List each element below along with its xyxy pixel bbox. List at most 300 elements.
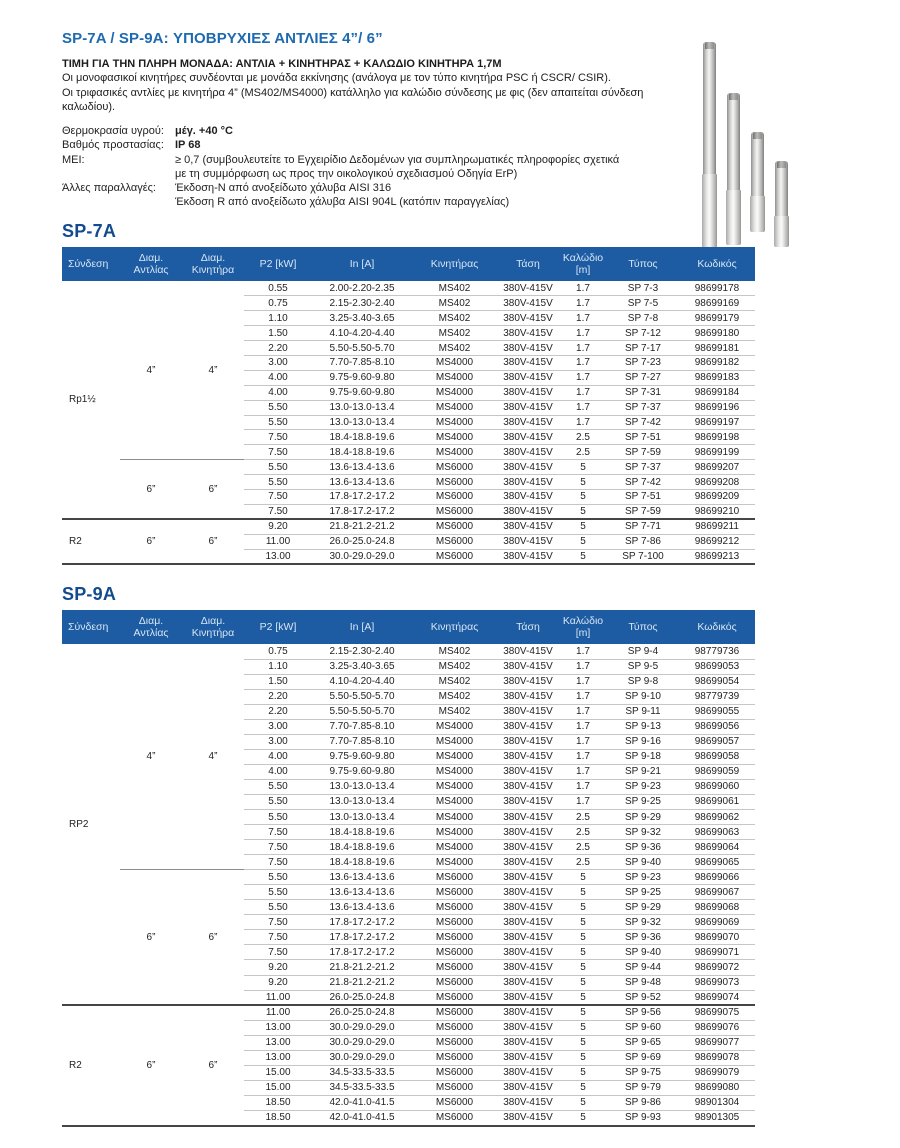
cell-code: 98699058 xyxy=(679,749,755,764)
cell-p2: 5.50 xyxy=(244,900,312,915)
cell-current: 13.6-13.4-13.6 xyxy=(312,900,412,915)
cell-voltage: 380V-415V xyxy=(497,296,559,311)
cell-p2: 13.00 xyxy=(244,1020,312,1035)
cell-voltage: 380V-415V xyxy=(497,674,559,689)
cell-p2: 13.00 xyxy=(244,1035,312,1050)
cell-cable: 5 xyxy=(559,915,607,930)
cell-code: 98699066 xyxy=(679,870,755,885)
table-row xyxy=(62,644,755,659)
cell-code: 98699053 xyxy=(679,659,755,674)
cell-motor: MS402 xyxy=(412,296,497,311)
cell-type: SP 9-48 xyxy=(607,975,679,990)
column-header-current: In [A] xyxy=(312,610,412,644)
cell-motor: MS4000 xyxy=(412,400,497,415)
cell-current: 17.8-17.2-17.2 xyxy=(312,930,412,945)
cell-code: 98699169 xyxy=(679,296,755,311)
cell-current: 34.5-33.5-33.5 xyxy=(312,1065,412,1080)
sp9a-table xyxy=(62,610,755,1127)
cell-motor: MS6000 xyxy=(412,534,497,549)
cell-cable: 5 xyxy=(559,1050,607,1065)
cell-p2: 11.00 xyxy=(244,990,312,1005)
column-header-motor-diameter: Διαμ. Κινητήρα xyxy=(182,610,244,644)
cell-motor: MS6000 xyxy=(412,519,497,534)
cell-type: SP 9-16 xyxy=(607,734,679,749)
cell-type: SP 9-65 xyxy=(607,1035,679,1050)
cell-motor: MS4000 xyxy=(412,719,497,734)
cell-current: 3.25-3.40-3.65 xyxy=(312,311,412,326)
cell-current: 34.5-33.5-33.5 xyxy=(312,1080,412,1095)
cell-voltage: 380V-415V xyxy=(497,855,559,870)
table-header-row xyxy=(62,610,755,644)
cell-voltage: 380V-415V xyxy=(497,534,559,549)
cell-cable: 5 xyxy=(559,960,607,975)
cell-current: 2.00-2.20-2.35 xyxy=(312,281,412,296)
intro-text xyxy=(62,57,690,114)
cell-voltage: 380V-415V xyxy=(497,475,559,490)
cell-code: 98699078 xyxy=(679,1050,755,1065)
cell-type: SP 7-86 xyxy=(607,534,679,549)
cell-p2: 7.50 xyxy=(244,855,312,870)
pump-image-small xyxy=(751,132,764,232)
cell-cable: 5 xyxy=(559,489,607,504)
cell-type: SP 9-25 xyxy=(607,794,679,809)
cell-code: 98699067 xyxy=(679,885,755,900)
connection-cell: R2 xyxy=(62,519,120,564)
cell-p2: 0.75 xyxy=(244,296,312,311)
cell-type: SP 7-8 xyxy=(607,311,679,326)
cell-motor: MS6000 xyxy=(412,1035,497,1050)
column-header-motor: Κινητήρας xyxy=(412,610,497,644)
cell-p2: 18.50 xyxy=(244,1095,312,1110)
cell-motor: MS402 xyxy=(412,659,497,674)
cell-current: 17.8-17.2-17.2 xyxy=(312,504,412,519)
cell-current: 18.4-18.8-19.6 xyxy=(312,840,412,855)
cell-p2: 4.00 xyxy=(244,749,312,764)
cell-code: 98699068 xyxy=(679,900,755,915)
cell-cable: 5 xyxy=(559,930,607,945)
motor-diameter-cell: 6” xyxy=(182,460,244,520)
cell-p2: 13.00 xyxy=(244,549,312,564)
cell-code: 98699073 xyxy=(679,975,755,990)
cell-current: 21.8-21.2-21.2 xyxy=(312,960,412,975)
cell-current: 26.0-25.0-24.8 xyxy=(312,1005,412,1020)
cell-p2: 13.00 xyxy=(244,1050,312,1065)
cell-code: 98699211 xyxy=(679,519,755,534)
cell-type: SP 9-69 xyxy=(607,1050,679,1065)
motor-diameter-cell: 4” xyxy=(208,751,218,763)
cell-motor: MS6000 xyxy=(412,460,497,475)
cell-voltage: 380V-415V xyxy=(497,415,559,430)
cell-type: SP 9-32 xyxy=(607,915,679,930)
cell-type: SP 9-11 xyxy=(607,704,679,719)
cell-type: SP 9-52 xyxy=(607,990,679,1005)
cell-p2: 7.50 xyxy=(244,840,312,855)
cell-cable: 1.7 xyxy=(559,659,607,674)
cell-type: SP 7-59 xyxy=(607,504,679,519)
cell-voltage: 380V-415V xyxy=(497,519,559,534)
cell-code: 98699061 xyxy=(679,794,755,809)
column-header-current: In [A] xyxy=(312,247,412,281)
cell-p2: 15.00 xyxy=(244,1065,312,1080)
table-row xyxy=(62,1005,755,1020)
cell-current: 2.15-2.30-2.40 xyxy=(312,644,412,659)
cell-current: 18.4-18.8-19.6 xyxy=(312,445,412,460)
section-sp7a xyxy=(62,221,755,565)
spec-value: Έκδοση-N από ανοξείδωτο χάλυβα AISI 316 xyxy=(175,182,392,195)
cell-code: 98699208 xyxy=(679,475,755,490)
cell-type: SP 7-5 xyxy=(607,296,679,311)
cell-voltage: 380V-415V xyxy=(497,825,559,840)
cell-cable: 1.7 xyxy=(559,779,607,794)
cell-motor: MS6000 xyxy=(412,489,497,504)
pump-diameter-cell: 6” xyxy=(120,1005,182,1125)
cell-p2: 9.20 xyxy=(244,975,312,990)
cell-cable: 1.7 xyxy=(559,355,607,370)
cell-code: 98901305 xyxy=(679,1110,755,1125)
cell-type: SP 9-4 xyxy=(607,644,679,659)
cell-code: 98699075 xyxy=(679,1005,755,1020)
cell-voltage: 380V-415V xyxy=(497,794,559,809)
column-header-voltage: Τάση xyxy=(497,247,559,281)
cell-current: 9.75-9.60-9.80 xyxy=(312,370,412,385)
cell-p2: 7.50 xyxy=(244,445,312,460)
cell-current: 13.6-13.4-13.6 xyxy=(312,885,412,900)
cell-motor: MS402 xyxy=(412,644,497,659)
cell-motor: MS4000 xyxy=(412,855,497,870)
cell-voltage: 380V-415V xyxy=(497,1095,559,1110)
cell-type: SP 9-25 xyxy=(607,885,679,900)
cell-p2: 7.50 xyxy=(244,825,312,840)
cell-current: 4.10-4.20-4.40 xyxy=(312,674,412,689)
cell-type: SP 9-40 xyxy=(607,945,679,960)
column-header-voltage: Τάση xyxy=(497,610,559,644)
cell-type: SP 9-10 xyxy=(607,689,679,704)
cell-p2: 0.55 xyxy=(244,281,312,296)
cell-current: 7.70-7.85-8.10 xyxy=(312,734,412,749)
cell-cable: 1.7 xyxy=(559,400,607,415)
cell-p2: 5.50 xyxy=(244,870,312,885)
cell-cable: 5 xyxy=(559,870,607,885)
cell-code: 98699065 xyxy=(679,855,755,870)
cell-code: 98699059 xyxy=(679,764,755,779)
cell-p2: 15.00 xyxy=(244,1080,312,1095)
cell-cable: 2.5 xyxy=(559,840,607,855)
table-row xyxy=(62,281,755,296)
cell-code: 98699080 xyxy=(679,1080,755,1095)
cell-motor: MS4000 xyxy=(412,430,497,445)
cell-motor: MS4000 xyxy=(412,749,497,764)
cell-voltage: 380V-415V xyxy=(497,719,559,734)
cell-current: 30.0-29.0-29.0 xyxy=(312,1050,412,1065)
cell-code: 98779739 xyxy=(679,689,755,704)
cell-p2: 5.50 xyxy=(244,415,312,430)
cell-motor: MS6000 xyxy=(412,960,497,975)
cell-current: 7.70-7.85-8.10 xyxy=(312,719,412,734)
cell-code: 98699182 xyxy=(679,355,755,370)
cell-voltage: 380V-415V xyxy=(497,885,559,900)
cell-type: SP 7-23 xyxy=(607,355,679,370)
column-header-connection: Σύνδεση xyxy=(62,247,120,281)
cell-voltage: 380V-415V xyxy=(497,311,559,326)
cell-voltage: 380V-415V xyxy=(497,975,559,990)
cell-p2: 5.50 xyxy=(244,794,312,809)
column-header-cable: Καλώδιο [m] xyxy=(559,610,607,644)
cell-motor: MS402 xyxy=(412,281,497,296)
table-row xyxy=(62,460,755,475)
cell-code: 98699209 xyxy=(679,489,755,504)
cell-voltage: 380V-415V xyxy=(497,549,559,564)
cell-voltage: 380V-415V xyxy=(497,326,559,341)
cell-cable: 1.7 xyxy=(559,644,607,659)
column-header-p2: P2 [kW] xyxy=(244,247,312,281)
cell-voltage: 380V-415V xyxy=(497,489,559,504)
cell-motor: MS402 xyxy=(412,341,497,356)
cell-type: SP 9-60 xyxy=(607,1020,679,1035)
cell-motor: MS4000 xyxy=(412,840,497,855)
cell-code: 98699184 xyxy=(679,385,755,400)
cell-voltage: 380V-415V xyxy=(497,1065,559,1080)
cell-voltage: 380V-415V xyxy=(497,689,559,704)
cell-voltage: 380V-415V xyxy=(497,900,559,915)
cell-type: SP 7-31 xyxy=(607,385,679,400)
cell-motor: MS4000 xyxy=(412,385,497,400)
cell-motor: MS6000 xyxy=(412,1095,497,1110)
cell-motor: MS4000 xyxy=(412,764,497,779)
column-header-cable: Καλώδιο [m] xyxy=(559,247,607,281)
intro-line-threephase: Οι τριφασικές αντλίες με κινητήρα 4” (MS402/MS4000) κατάλληλο για καλώδιο σύνδεσης με φις (δεν απαιτείται σύνδεση καλωδίου). xyxy=(62,86,644,113)
price-note: ΤΙΜΗ ΓΙΑ ΤΗΝ ΠΛΗΡΗ ΜΟΝΑΔΑ: ΑΝΤΛΙΑ + ΚΙΝΗΤΗΡΑΣ + ΚΑΛΩΔΙΟ ΚΙΝΗΤΗΡΑ 1,7M xyxy=(62,58,502,70)
cell-current: 13.0-13.0-13.4 xyxy=(312,810,412,825)
column-header-pump-diameter: Διαμ. Αντλίας xyxy=(120,610,182,644)
motor-diameter-cell: 6” xyxy=(182,519,244,564)
cell-type: SP 9-13 xyxy=(607,719,679,734)
cell-type: SP 9-44 xyxy=(607,960,679,975)
cell-cable: 5 xyxy=(559,885,607,900)
cell-current: 5.50-5.50-5.70 xyxy=(312,689,412,704)
cell-code: 98699063 xyxy=(679,825,755,840)
cell-code: 98699183 xyxy=(679,370,755,385)
cell-p2: 3.00 xyxy=(244,355,312,370)
cell-cable: 5 xyxy=(559,460,607,475)
cell-type: SP 7-42 xyxy=(607,475,679,490)
cell-voltage: 380V-415V xyxy=(497,1110,559,1125)
cell-motor: MS6000 xyxy=(412,945,497,960)
cell-motor: MS402 xyxy=(412,689,497,704)
spec-label: Βαθμός προστασίας: xyxy=(62,139,164,152)
spec-row-variants xyxy=(62,181,702,210)
cell-type: SP 7-37 xyxy=(607,400,679,415)
motor-diameter-cell: 6” xyxy=(182,1005,244,1125)
cell-voltage: 380V-415V xyxy=(497,504,559,519)
spec-value: IP 68 xyxy=(175,139,201,152)
cell-voltage: 380V-415V xyxy=(497,1035,559,1050)
pump-diameter-cell: 4” xyxy=(146,751,156,763)
cell-motor: MS402 xyxy=(412,704,497,719)
spec-value: ≥ 0,7 (συμβουλευτείτε το Εγχειρίδιο Δεδομένων για συμπληρωματικές πληροφορίες σχετικά xyxy=(175,153,620,166)
cell-cable: 5 xyxy=(559,504,607,519)
cell-cable: 5 xyxy=(559,1035,607,1050)
cell-type: SP 9-23 xyxy=(607,779,679,794)
cell-current: 13.0-13.0-13.4 xyxy=(312,400,412,415)
cell-cable: 5 xyxy=(559,519,607,534)
cell-current: 42.0-41.0-41.5 xyxy=(312,1095,412,1110)
column-header-motor-diameter: Διαμ. Κινητήρα xyxy=(182,247,244,281)
cell-type: SP 9-56 xyxy=(607,1005,679,1020)
section-title-sp9a: SP-9A xyxy=(62,584,117,604)
cell-type: SP 7-42 xyxy=(607,415,679,430)
cell-type: SP 9-23 xyxy=(607,870,679,885)
spec-list xyxy=(62,124,702,210)
section-sp9a xyxy=(62,584,755,1127)
cell-current: 5.50-5.50-5.70 xyxy=(312,704,412,719)
cell-voltage: 380V-415V xyxy=(497,749,559,764)
cell-type: SP 7-100 xyxy=(607,549,679,564)
cell-type: SP 7-51 xyxy=(607,489,679,504)
cell-p2: 4.00 xyxy=(244,764,312,779)
cell-cable: 2.5 xyxy=(559,825,607,840)
cell-code: 98699072 xyxy=(679,960,755,975)
cell-cable: 1.7 xyxy=(559,749,607,764)
cell-current: 18.4-18.8-19.6 xyxy=(312,430,412,445)
cell-code: 98699178 xyxy=(679,281,755,296)
cell-cable: 2.5 xyxy=(559,430,607,445)
pump-illustration xyxy=(703,36,873,248)
cell-type: SP 9-5 xyxy=(607,659,679,674)
cell-voltage: 380V-415V xyxy=(497,734,559,749)
cell-motor: MS4000 xyxy=(412,825,497,840)
cell-current: 30.0-29.0-29.0 xyxy=(312,1035,412,1050)
cell-code: 98699181 xyxy=(679,341,755,356)
cell-motor: MS4000 xyxy=(412,810,497,825)
cell-type: SP 9-8 xyxy=(607,674,679,689)
cell-voltage: 380V-415V xyxy=(497,341,559,356)
cell-type: SP 7-12 xyxy=(607,326,679,341)
cell-p2: 7.50 xyxy=(244,915,312,930)
cell-p2: 1.10 xyxy=(244,659,312,674)
cell-current: 30.0-29.0-29.0 xyxy=(312,549,412,564)
cell-p2: 18.50 xyxy=(244,1110,312,1125)
column-header-pump-diameter: Διαμ. Αντλίας xyxy=(120,247,182,281)
cell-current: 26.0-25.0-24.8 xyxy=(312,534,412,549)
cell-motor: MS402 xyxy=(412,311,497,326)
cell-current: 2.15-2.30-2.40 xyxy=(312,296,412,311)
cell-voltage: 380V-415V xyxy=(497,990,559,1005)
spec-value: Έκδοση R από ανοξείδωτο χάλυβα AISI 904L (κατόπιν παραγγελίας) xyxy=(175,196,510,209)
cell-cable: 5 xyxy=(559,900,607,915)
cell-current: 13.6-13.4-13.6 xyxy=(312,870,412,885)
cell-voltage: 380V-415V xyxy=(497,915,559,930)
cell-motor: MS4000 xyxy=(412,794,497,809)
column-header-code: Κωδικός xyxy=(679,610,755,644)
pump-image-smallest xyxy=(775,161,788,247)
pump-diameter-cell: 6” xyxy=(120,460,182,520)
cell-motor: MS4000 xyxy=(412,779,497,794)
cell-cable: 2.5 xyxy=(559,810,607,825)
cell-voltage: 380V-415V xyxy=(497,400,559,415)
column-header-motor: Κινητήρας xyxy=(412,247,497,281)
cell-p2: 1.50 xyxy=(244,326,312,341)
table-row xyxy=(62,519,755,534)
connection-cell: R2 xyxy=(62,1005,120,1125)
cell-p2: 11.00 xyxy=(244,534,312,549)
cell-type: SP 9-75 xyxy=(607,1065,679,1080)
cell-motor: MS6000 xyxy=(412,549,497,564)
cell-code: 98699198 xyxy=(679,430,755,445)
cell-type: SP 7-37 xyxy=(607,460,679,475)
cell-motor: MS6000 xyxy=(412,975,497,990)
cell-code: 98699064 xyxy=(679,840,755,855)
column-header-type: Τύπος xyxy=(607,247,679,281)
cell-cable: 5 xyxy=(559,1065,607,1080)
cell-type: SP 7-59 xyxy=(607,445,679,460)
cell-cable: 1.7 xyxy=(559,296,607,311)
cell-type: SP 9-79 xyxy=(607,1080,679,1095)
cell-voltage: 380V-415V xyxy=(497,644,559,659)
spec-label: Άλλες παραλλαγές: xyxy=(62,182,156,195)
spec-row-mei xyxy=(62,153,702,182)
cell-cable: 1.7 xyxy=(559,704,607,719)
cell-p2: 4.00 xyxy=(244,385,312,400)
cell-current: 13.6-13.4-13.6 xyxy=(312,475,412,490)
cell-motor: MS4000 xyxy=(412,355,497,370)
cell-current: 13.0-13.0-13.4 xyxy=(312,415,412,430)
cell-code: 98699062 xyxy=(679,810,755,825)
cell-current: 17.8-17.2-17.2 xyxy=(312,945,412,960)
column-header-connection: Σύνδεση xyxy=(62,610,120,644)
cell-type: SP 9-36 xyxy=(607,930,679,945)
cell-p2: 5.50 xyxy=(244,885,312,900)
cell-code: 98699207 xyxy=(679,460,755,475)
cell-code: 98699077 xyxy=(679,1035,755,1050)
cell-type: SP 7-71 xyxy=(607,519,679,534)
cell-current: 18.4-18.8-19.6 xyxy=(312,855,412,870)
cell-motor: MS6000 xyxy=(412,990,497,1005)
cell-voltage: 380V-415V xyxy=(497,840,559,855)
cell-p2: 7.50 xyxy=(244,489,312,504)
cell-current: 7.70-7.85-8.10 xyxy=(312,355,412,370)
cell-cable: 1.7 xyxy=(559,689,607,704)
cell-voltage: 380V-415V xyxy=(497,430,559,445)
cell-cable: 1.7 xyxy=(559,341,607,356)
cell-cable: 5 xyxy=(559,990,607,1005)
cell-p2: 2.20 xyxy=(244,689,312,704)
cell-motor: MS4000 xyxy=(412,734,497,749)
cell-cable: 5 xyxy=(559,534,607,549)
cell-voltage: 380V-415V xyxy=(497,659,559,674)
cell-code: 98699056 xyxy=(679,719,755,734)
cell-code: 98699213 xyxy=(679,549,755,564)
pump-diameter-cell: 4” xyxy=(146,364,156,376)
cell-code: 98699212 xyxy=(679,534,755,549)
cell-cable: 5 xyxy=(559,975,607,990)
cell-type: SP 7-27 xyxy=(607,370,679,385)
cell-cable: 1.7 xyxy=(559,311,607,326)
cell-code: 98699055 xyxy=(679,704,755,719)
cell-voltage: 380V-415V xyxy=(497,355,559,370)
cell-type: SP 7-3 xyxy=(607,281,679,296)
cell-motor: MS6000 xyxy=(412,915,497,930)
cell-cable: 5 xyxy=(559,945,607,960)
cell-motor: MS6000 xyxy=(412,1065,497,1080)
cell-current: 5.50-5.50-5.70 xyxy=(312,341,412,356)
cell-current: 13.0-13.0-13.4 xyxy=(312,779,412,794)
cell-voltage: 380V-415V xyxy=(497,370,559,385)
cell-type: SP 9-29 xyxy=(607,900,679,915)
pump-diameter-cell: 6” xyxy=(120,870,182,1005)
cell-voltage: 380V-415V xyxy=(497,945,559,960)
column-header-p2: P2 [kW] xyxy=(244,610,312,644)
cell-p2: 0.75 xyxy=(244,644,312,659)
